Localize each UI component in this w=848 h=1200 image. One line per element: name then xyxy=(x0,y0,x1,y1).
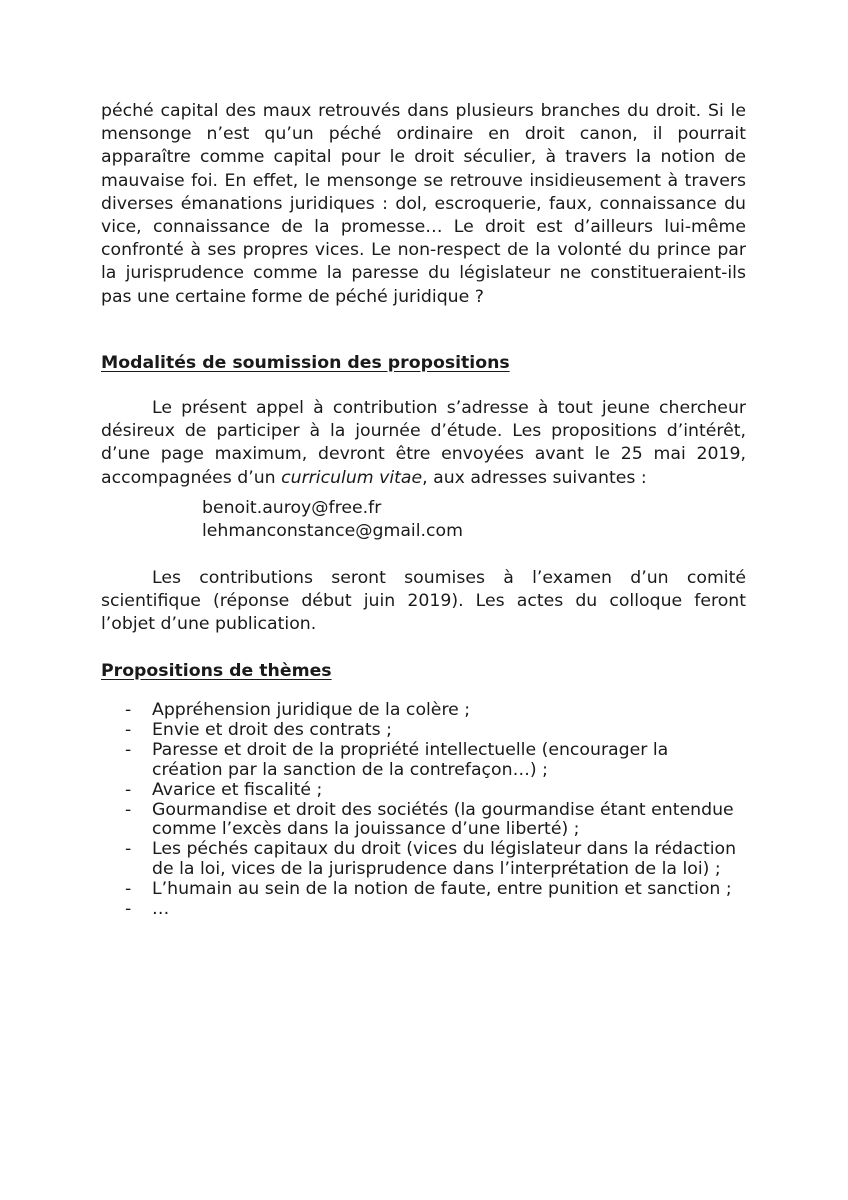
themes-heading: Propositions de thèmes xyxy=(101,661,332,681)
theme-text: création par la sanction de la contrefaçon…) ; xyxy=(152,759,548,780)
theme-item xyxy=(101,781,746,801)
text-line: péché capital des maux retrouvés dans plusieurs branches du droit. Si le xyxy=(101,101,746,121)
dash-bullet: - xyxy=(125,839,132,860)
theme-text: L’humain au sein de la notion de faute, entre punition et sanction ; xyxy=(152,879,732,900)
theme-text: Gourmandise et droit des sociétés (la gourmandise étant entendue xyxy=(152,799,734,820)
intro-paragraph xyxy=(101,100,746,309)
theme-text: … xyxy=(152,899,170,920)
theme-item xyxy=(101,801,746,841)
theme-text: Paresse et droit de la propriété intellectuelle (encourager la xyxy=(152,739,669,760)
dash-bullet: - xyxy=(125,879,132,900)
text-line xyxy=(101,467,746,490)
theme-item xyxy=(101,741,746,781)
text-segment: , aux adresses suivantes : xyxy=(422,467,647,488)
text-line: Les contributions seront soumises à l’examen d’un comité xyxy=(152,568,746,588)
text-line: diverses émanations juridiques : dol, escroquerie, faux, connaissance du xyxy=(101,193,746,214)
review-paragraph xyxy=(101,567,746,637)
text-segment: accompagnées d’un xyxy=(101,467,282,488)
dash-bullet: - xyxy=(125,779,132,800)
theme-text: comme l’excès dans la jouissance d’une liberté) ; xyxy=(152,819,580,840)
theme-item xyxy=(101,880,746,900)
text-line: mauvaise foi. En effet, le mensonge se retrouve insidieusement à travers xyxy=(101,170,746,191)
theme-item xyxy=(101,701,746,721)
themes-list xyxy=(101,701,746,920)
email-address[interactable]: lehmanconstance@gmail.com xyxy=(202,521,463,542)
submission-paragraph xyxy=(101,397,746,490)
email-list xyxy=(202,497,463,543)
text-line: pas une certaine forme de péché juridique ? xyxy=(101,286,484,307)
text-line: vice, connaissance de la promesse… Le droit est d’ailleurs lui-même xyxy=(101,217,746,238)
text-line: l’objet d’une publication. xyxy=(101,614,317,635)
text-line: apparaître comme capital pour le droit séculier, à travers la notion de xyxy=(101,147,746,168)
theme-text: Avarice et fiscalité ; xyxy=(152,779,323,800)
dash-bullet: - xyxy=(125,899,132,920)
dash-bullet: - xyxy=(125,739,132,760)
theme-text: Les péchés capitaux du droit (vices du législateur dans la rédaction xyxy=(152,839,737,860)
email-address[interactable]: benoit.auroy@free.fr xyxy=(202,498,382,518)
dash-bullet: - xyxy=(125,799,132,820)
theme-text: Envie et droit des contrats ; xyxy=(152,719,392,740)
theme-item xyxy=(101,900,746,920)
theme-text: Appréhension juridique de la colère ; xyxy=(152,700,471,720)
text-line: Le présent appel à contribution s’adresse à tout jeune chercheur xyxy=(152,398,746,418)
text-line: mensonge n’est qu’un péché ordinaire en droit canon, il pourrait xyxy=(101,124,746,145)
submission-heading: Modalités de soumission des propositions xyxy=(101,353,510,373)
text-line: désireux de participer à la journée d’étude. Les propositions d’intérêt, xyxy=(101,421,746,442)
theme-item xyxy=(101,840,746,880)
theme-text: de la loi, vices de la jurisprudence dans l’interprétation de la loi) ; xyxy=(152,859,721,880)
text-line: d’une page maximum, devront être envoyées avant le 25 mai 2019, xyxy=(101,444,746,465)
dash-bullet: - xyxy=(125,719,132,740)
text-line: confronté à ses propres vices. Le non-respect de la volonté du prince par xyxy=(101,240,746,261)
text-line: la jurisprudence comme la paresse du législateur ne constitueraient-ils xyxy=(101,263,746,284)
theme-item xyxy=(101,721,746,741)
text-line: scientifique (réponse début juin 2019). Les actes du colloque feront xyxy=(101,591,746,612)
dash-bullet: - xyxy=(125,700,132,720)
curriculum-vitae-italic: curriculum vitae xyxy=(281,467,423,488)
